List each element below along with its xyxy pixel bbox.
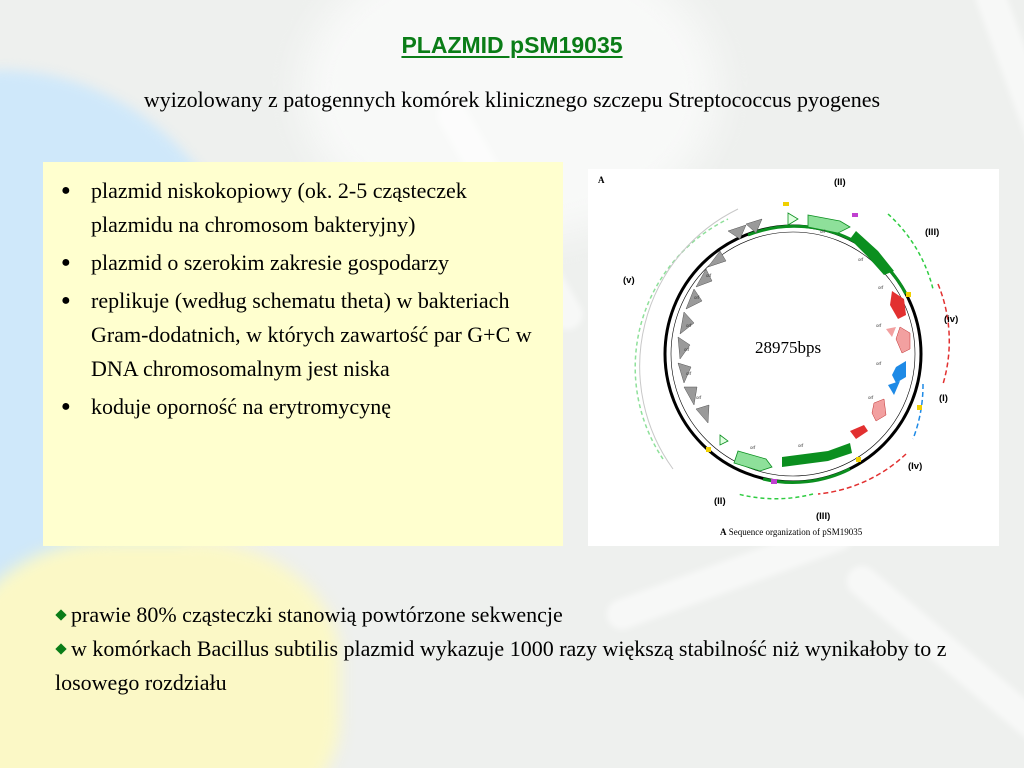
slide-title-container xyxy=(0,32,1024,59)
bullet-item xyxy=(55,246,549,280)
ring-marker xyxy=(917,405,922,410)
diamond-bullet-icon xyxy=(55,644,66,655)
svg-text:orf: orf xyxy=(696,395,702,400)
bullet-item xyxy=(55,284,549,386)
caption-text: Sequence organization of pSM19035 xyxy=(726,527,863,537)
ring-marker xyxy=(783,202,789,206)
region-label: (Iv) xyxy=(908,461,923,472)
gene-arrow-dark-green xyxy=(782,443,852,467)
outer-arc-green-bottom xyxy=(738,494,813,499)
caption-letter: A xyxy=(720,527,727,537)
bullet-dot-icon: ● xyxy=(61,182,71,199)
slide-subtitle: wyizolowany z patogennych komórek klinicznego szczepu Streptococcus pyogenes xyxy=(143,87,881,112)
gene-arrow-dark-green xyxy=(850,231,894,275)
svg-text:orf: orf xyxy=(706,273,712,278)
bullet-item xyxy=(55,174,549,242)
bullet-item xyxy=(55,390,549,424)
note-line xyxy=(55,598,1005,632)
diamond-bullet-icon xyxy=(55,610,66,621)
ring-marker xyxy=(852,213,858,217)
ring-marker xyxy=(906,292,911,297)
outer-arc-red xyxy=(938,284,949,384)
bullet-panel xyxy=(43,162,563,546)
svg-text:orf: orf xyxy=(878,285,884,290)
gene-arrow xyxy=(708,251,726,267)
svg-text:orf: orf xyxy=(820,229,826,234)
note-text: prawie 80% cząsteczki stanowią powtórzone sekwencje xyxy=(71,602,563,627)
bullet-dot-icon: ● xyxy=(61,398,71,415)
region-label: (v) xyxy=(623,275,635,286)
outer-arc-red-bottom xyxy=(818,454,906,494)
svg-text:orf: orf xyxy=(876,361,882,366)
ring-marker xyxy=(706,447,711,452)
svg-text:orf: orf xyxy=(686,371,692,376)
bullet-text: koduje oporność na erytromycynę xyxy=(91,394,391,419)
note-line xyxy=(55,632,1005,700)
gene-arrow xyxy=(696,269,712,287)
plasmid-map-svg xyxy=(588,169,999,546)
svg-text:orf: orf xyxy=(876,323,882,328)
gene-arrow-light-green xyxy=(720,435,728,445)
gene-arrow-light-green xyxy=(734,451,772,471)
svg-text:orf: orf xyxy=(858,257,864,262)
ring-marker xyxy=(856,457,861,462)
region-label: (iv) xyxy=(944,314,959,325)
bullet-text: plazmid niskokopiowy (ok. 2-5 cząsteczek plazmidu na chromosom bakteryjny) xyxy=(91,178,467,237)
note-text: w komórkach Bacillus subtilis plazmid wykazuje 1000 razy większą stabilność niż wynikałoby to z losowego rozdziału xyxy=(55,636,947,695)
bullet-text: replikuje (według schematu theta) w bakteriach Gram-dodatnich, w których zawartość par G+C w DNA chromosomalnym jest niska xyxy=(91,288,532,381)
svg-text:orf: orf xyxy=(750,445,756,450)
ring-marker xyxy=(771,479,777,484)
svg-text:orf: orf xyxy=(868,395,874,400)
region-label: (II) xyxy=(714,496,726,507)
notes-section xyxy=(55,598,1005,700)
svg-text:orf: orf xyxy=(798,443,804,448)
gene-arrow-blue xyxy=(892,361,906,383)
svg-text:orf: orf xyxy=(684,347,690,352)
bullet-dot-icon: ● xyxy=(61,292,71,309)
panel-letter: A xyxy=(598,175,605,185)
gene-arrow-pink xyxy=(896,327,910,353)
gene-arrow xyxy=(696,405,709,423)
bullet-list xyxy=(55,174,549,424)
svg-text:orf: orf xyxy=(694,295,700,300)
gene-arrow-pink xyxy=(886,327,896,337)
gene-arrow-red xyxy=(850,425,868,439)
region-label: (II) xyxy=(834,177,846,188)
bullet-dot-icon: ● xyxy=(61,254,71,271)
region-label: (III) xyxy=(816,511,831,522)
gene-arrow-light-green xyxy=(808,215,850,233)
slide-title: PLAZMID pSM19035 xyxy=(401,32,623,58)
gene-arrow-pink xyxy=(872,399,886,421)
region-label: (III) xyxy=(925,227,940,238)
plasmid-size-label: 28975bps xyxy=(754,338,822,357)
figure-caption xyxy=(720,527,863,537)
region-label: (I) xyxy=(939,393,948,404)
bullet-text: plazmid o szerokim zakresie gospodarzy xyxy=(91,250,449,275)
gene-arrow-blue xyxy=(888,381,900,395)
svg-text:orf: orf xyxy=(686,323,692,328)
gene-arrow-light-green xyxy=(788,213,798,225)
plasmid-map-figure xyxy=(588,169,999,546)
gene-arrow-red xyxy=(890,291,906,319)
